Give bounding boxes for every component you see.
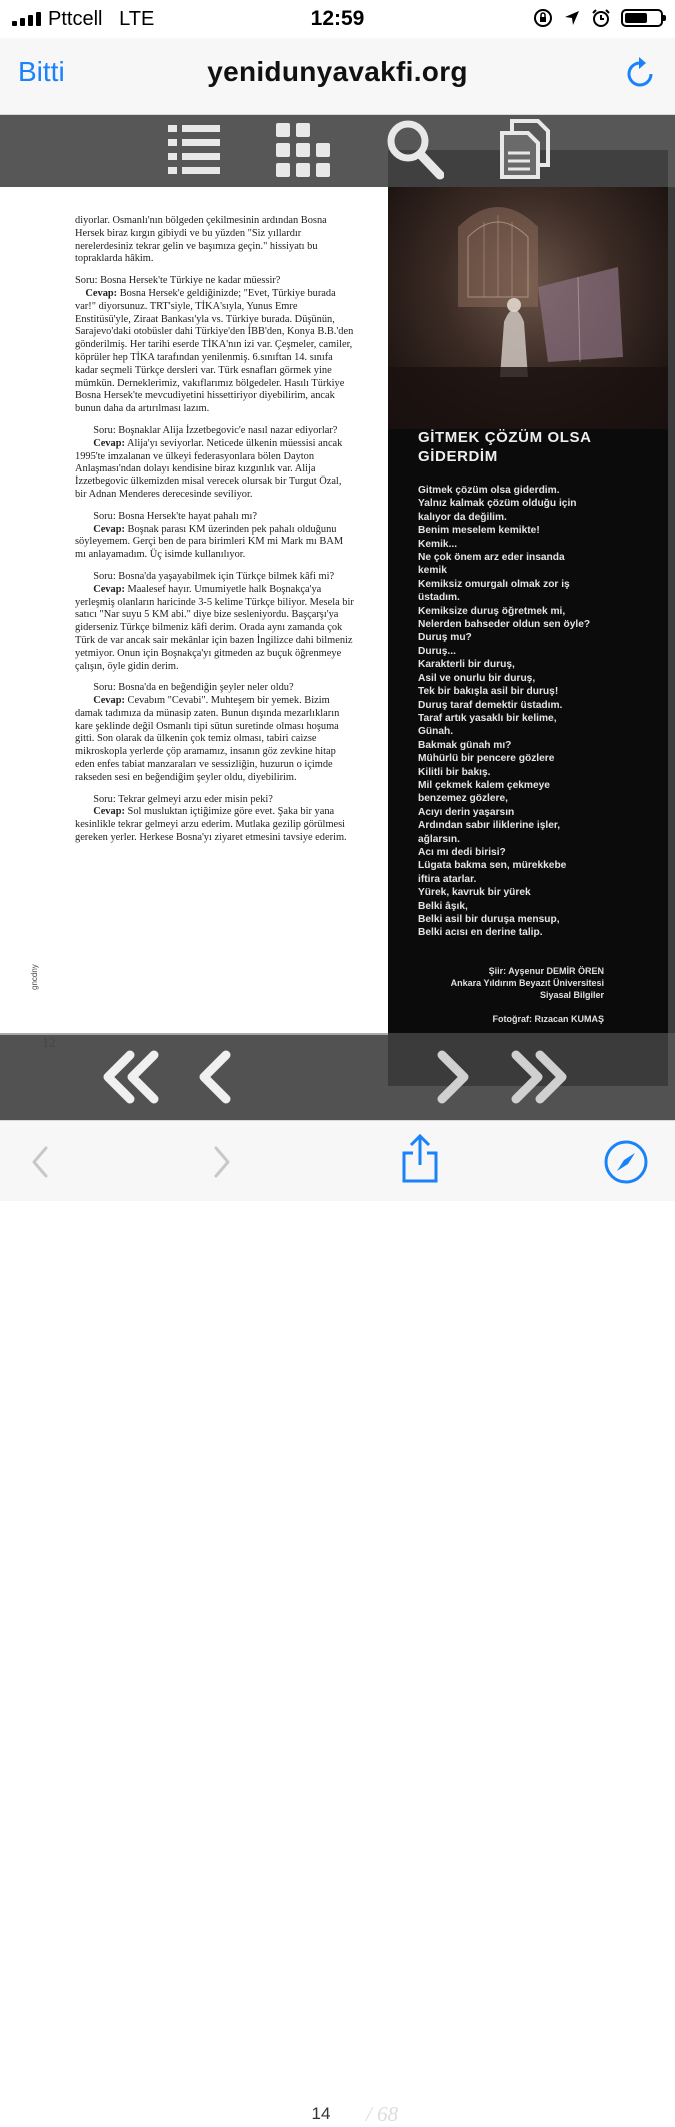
- article-paragraph: diyorlar. Osmanlı'nın bölgeden çekilmesinin ardından Bosna Hersek biraz kırgın gibiydi ve bu yüzden "Siz yıllardır nerelerdesiniz tekrar gelin ve başımıza geçin." hissiyatı bu topraklarda hâkim.: [75, 215, 327, 265]
- article-paragraph: Soru: Boşnaklar Alija İzzetbegovic'e nasıl nazar ediyorlar? Cevap: Alija'yı seviyorlar. Neticede ülkenin müessisi ancak 1995'te imzalanan ve ülkeyi federasyonlara bölen Dayton Anlaşması'ndan dolayı kendisine biraz kızgınlık var. Alija İzzetbegovic ülkemizden misal verecek olursak bir Turgut Özal, bir Adnan Menderes derecesinde seviliyor.: [75, 424, 343, 500]
- poem-line: Lügata bakma sen, mürekkebe: [418, 860, 567, 872]
- poem-line: Mühürlü bir pencere gözlere: [418, 753, 555, 765]
- pager-toolbar: [0, 1033, 675, 2126]
- poem-line: Belki asil bir duruşa mensup,: [418, 914, 560, 925]
- poem-line: Belki âşık,: [418, 900, 468, 912]
- first-page-icon[interactable]: [100, 1049, 162, 1105]
- poem-line: Duruş mu?: [418, 632, 472, 644]
- question-text: Soru: Bosna Hersek'te hayat pahalı mı?: [93, 510, 257, 522]
- list-icon[interactable]: [166, 121, 222, 179]
- next-page-icon[interactable]: [434, 1049, 474, 1105]
- battery-icon: [621, 9, 663, 27]
- pages-icon[interactable]: [498, 119, 550, 181]
- article-paragraph: Soru: Tekrar gelmeyi arzu eder misin peki? Cevap: Sol musluktan içtiğimize göre evet. Şaka bir yana kesinlikle tekrar gelmeyi arzu ederim. Mutlaka gezilip görülmesi gereken yerler. Herkese Bosna'yı ziyaret etmesini tavsiye ederim.: [75, 793, 347, 844]
- mosque-photo: [388, 187, 668, 429]
- poem-line: iftira atarlar.: [418, 873, 477, 885]
- page-total: / 68: [366, 2102, 399, 2126]
- viewer-toolbar: [0, 115, 675, 187]
- poem-line: Asil ve onurlu bir duruş,: [418, 672, 536, 684]
- grid-icon[interactable]: [274, 121, 334, 181]
- poem-line: üstadım.: [418, 592, 460, 604]
- poem-line: Yürek, kavruk bir yürek: [418, 887, 531, 899]
- poem-title: GİTMEK ÇÖZÜM OLSA GİDERDİM: [418, 429, 591, 465]
- poem-line: Günah.: [418, 726, 454, 738]
- status-bar: [0, 0, 675, 38]
- author-line: Şiir: Ayşenur DEMİR ÖREN: [488, 966, 604, 976]
- poem-line: Mil çekmek kalem çekmeye: [418, 779, 550, 791]
- poem-line: Duruş...: [418, 645, 456, 657]
- network-label: LTE: [119, 8, 155, 30]
- browser-nav-bar: [0, 38, 675, 115]
- poem-line: Benim meselem kemikte!: [418, 525, 540, 537]
- answer-label: Cevap:: [85, 287, 118, 299]
- photo-illustration: [388, 187, 668, 429]
- search-icon[interactable]: [386, 119, 444, 181]
- question-text: Soru: Bosna'da en beğendiğin şeyler neler oldu?: [93, 682, 294, 694]
- compass-icon[interactable]: [603, 1139, 649, 1185]
- answer-label: Cevap:: [93, 437, 125, 449]
- side-label: gncdny: [30, 964, 39, 990]
- question-text: Soru: Tekrar gelmeyi arzu eder misin peki?: [93, 793, 273, 805]
- article-text: [75, 215, 355, 854]
- answer-label: Cevap:: [93, 806, 125, 818]
- poem-line: Kemiksize duruş öğretmek mi,: [418, 605, 566, 617]
- poem-line: benzemez gözlere,: [418, 793, 509, 805]
- alarm-icon: [591, 8, 611, 28]
- poem-credits: [418, 965, 604, 1001]
- affiliation-line: Siyasal Bilgiler: [539, 990, 604, 1000]
- article-paragraph: Soru: Bosna Hersek'te hayat pahalı mı? Cevap: Boşnak parası KM üzerinden pek pahalı olduğunu söyleyemem. Gerçi ben de para birimleri KM mi Mark mı BAM mı anlayamadım. Üç isimde kullanılıyor.: [75, 510, 344, 561]
- poem-line: Tek bir bakışla asil bir duruş!: [418, 686, 559, 698]
- poem-line: ağlarsın.: [418, 833, 460, 845]
- carrier-label: Pttcell: [48, 8, 103, 30]
- browser-bottom-bar: [0, 1120, 675, 1201]
- url-title: yenidunyavakfi.org: [207, 56, 468, 87]
- back-icon[interactable]: [30, 1145, 50, 1179]
- question-text: Soru: Boşnaklar Alija İzzetbegovic'e nasıl nazar ediyorlar?: [93, 424, 338, 436]
- done-button[interactable]: Bitti: [18, 56, 65, 87]
- poem-line: Belki acısı en derine talip.: [418, 927, 543, 939]
- poem-line: Karakterli bir duruş,: [418, 659, 515, 671]
- poem-line: Ardından sabır iliklerine işler,: [418, 820, 561, 832]
- poem-line: kemik: [418, 565, 447, 577]
- poem-line: Acıyı derin yaşarsın: [418, 806, 515, 818]
- answer-label: Cevap:: [93, 583, 125, 595]
- forward-icon[interactable]: [212, 1145, 232, 1179]
- poem-line: Acı mı dedi birisi?: [418, 846, 506, 858]
- poem-line: Kemik...: [418, 538, 458, 550]
- previous-page-icon[interactable]: [194, 1049, 234, 1105]
- poem-line: Kilitli bir bakış.: [418, 766, 491, 778]
- answer-label: Cevap:: [93, 523, 125, 535]
- question-text: Soru: Bosna'da yaşayabilmek için Türkçe bilmek kâfi mi?: [93, 570, 335, 582]
- poem-line: Ne çok önem arz eder insanda: [418, 552, 565, 564]
- poem-line: Duruş taraf demektir üstadım.: [418, 699, 563, 711]
- answer-label: Cevap:: [93, 695, 125, 707]
- reload-icon[interactable]: [625, 54, 657, 90]
- last-page-icon[interactable]: [508, 1049, 570, 1105]
- clock: 12:59: [310, 7, 365, 30]
- poem-line: Bakmak günah mı?: [418, 739, 512, 751]
- affiliation-line: Ankara Yıldırım Beyazıt Üniversitesi: [450, 978, 604, 988]
- question-text: Soru: Bosna Hersek'te Türkiye ne kadar müessir?: [75, 275, 281, 287]
- article-paragraph: Soru: Bosna Hersek'te Türkiye ne kadar müessir? Cevap: Bosna Hersek'e geldiğinizde; "Evet, Türkiye burada var!" diyorsunuz. TRT'siyle, TİKA'sıyla, Yunus Emre Enstitüsü'yle, Ziraat Bankası'yla vs. Türkiye burada. Düşünün, Sarajevo'daki otobüsler dahi Türkiye'den İBB'den, Konya B.B.'den gönderilmiş. Her tarihi eserde TİKA'nın izi var. Çeşmeler, camiler, köprüler hep TİKA tarafından yenilenmiş. 6.sınıftan 14. sınıfa kadar seçmeli Türkçe dersleri var. Türk esnafları görmek yine mümkün. Derneklerimiz, vakıflarımız bölgedeler. Hasılı Türkiye Bosna Hersek'te mevcudiyetini hissettiriyor diyebilirim, ancak bunun daha da artırılması lazım.: [75, 275, 354, 415]
- article-paragraph: Soru: Bosna'da yaşayabilmek için Türkçe bilmek kâfi mi? Cevap: Maalesef hayır. Umumiyetle halk Boşnakça'ya yerleşmiş olanların haricinde 3-5 kelime Türkçe biliyor. Mesela bir satıcı "Nar suyu 5 KM abi." diye bize sesleniyordu. Başçarşı'ya giderseniz Türkçe bilmeniz kâfi derim. Orada aynı zamanda çok Türk de var ancak sair mekânlar için bazen İngilizce dahi bilmeniz yetmiyor. Onun için Boşnakça'yı gitmeden az buçuk öğrenmeye çalışın, öyle gidin derim.: [75, 570, 354, 672]
- poem-line: Taraf artık yasaklı bir kelime,: [418, 712, 557, 724]
- poem-line: kalıyor da değilim.: [418, 511, 507, 523]
- location-icon: [563, 9, 581, 27]
- poem-line: Gitmek çözüm olsa giderdim.: [418, 485, 560, 496]
- page-input[interactable]: 14: [291, 2101, 351, 2127]
- poem-body: [418, 484, 658, 940]
- poem-line: Kemiksiz omurgalı olmak zor iş: [418, 578, 570, 590]
- poem-line: Nelerden bahseder oldun sen öyle?: [418, 619, 591, 631]
- article-paragraph: Soru: Bosna'da en beğendiğin şeyler neler oldu? Cevap: Cevabım "Cevabi". Muhteşem bir yemek. Bizim damak tadımıza da münasip zaten. Bunun dışında mezarlıkların kare şeklinde değil Osmanlı tipi sütun suretinde olması hoşuma gitti. Son olarak da ülkenin çok temiz olması, tabiri caizse mikroskopla yerlerde çöp aramamız, insanın göz zevkine hitap eden enfes tabiat manzaraları ve sessizliğin, huzurun o içimde rakseden sesi en beğendiğim şeyler oldu, diyebilirim.: [75, 682, 340, 783]
- photo-credit: Fotoğraf: Rızacan KUMAŞ: [492, 1014, 604, 1024]
- poem-line: Yalnız kalmak çözüm olduğu için: [418, 498, 577, 510]
- rotation-lock-icon: [533, 8, 553, 28]
- share-icon[interactable]: [400, 1133, 440, 1185]
